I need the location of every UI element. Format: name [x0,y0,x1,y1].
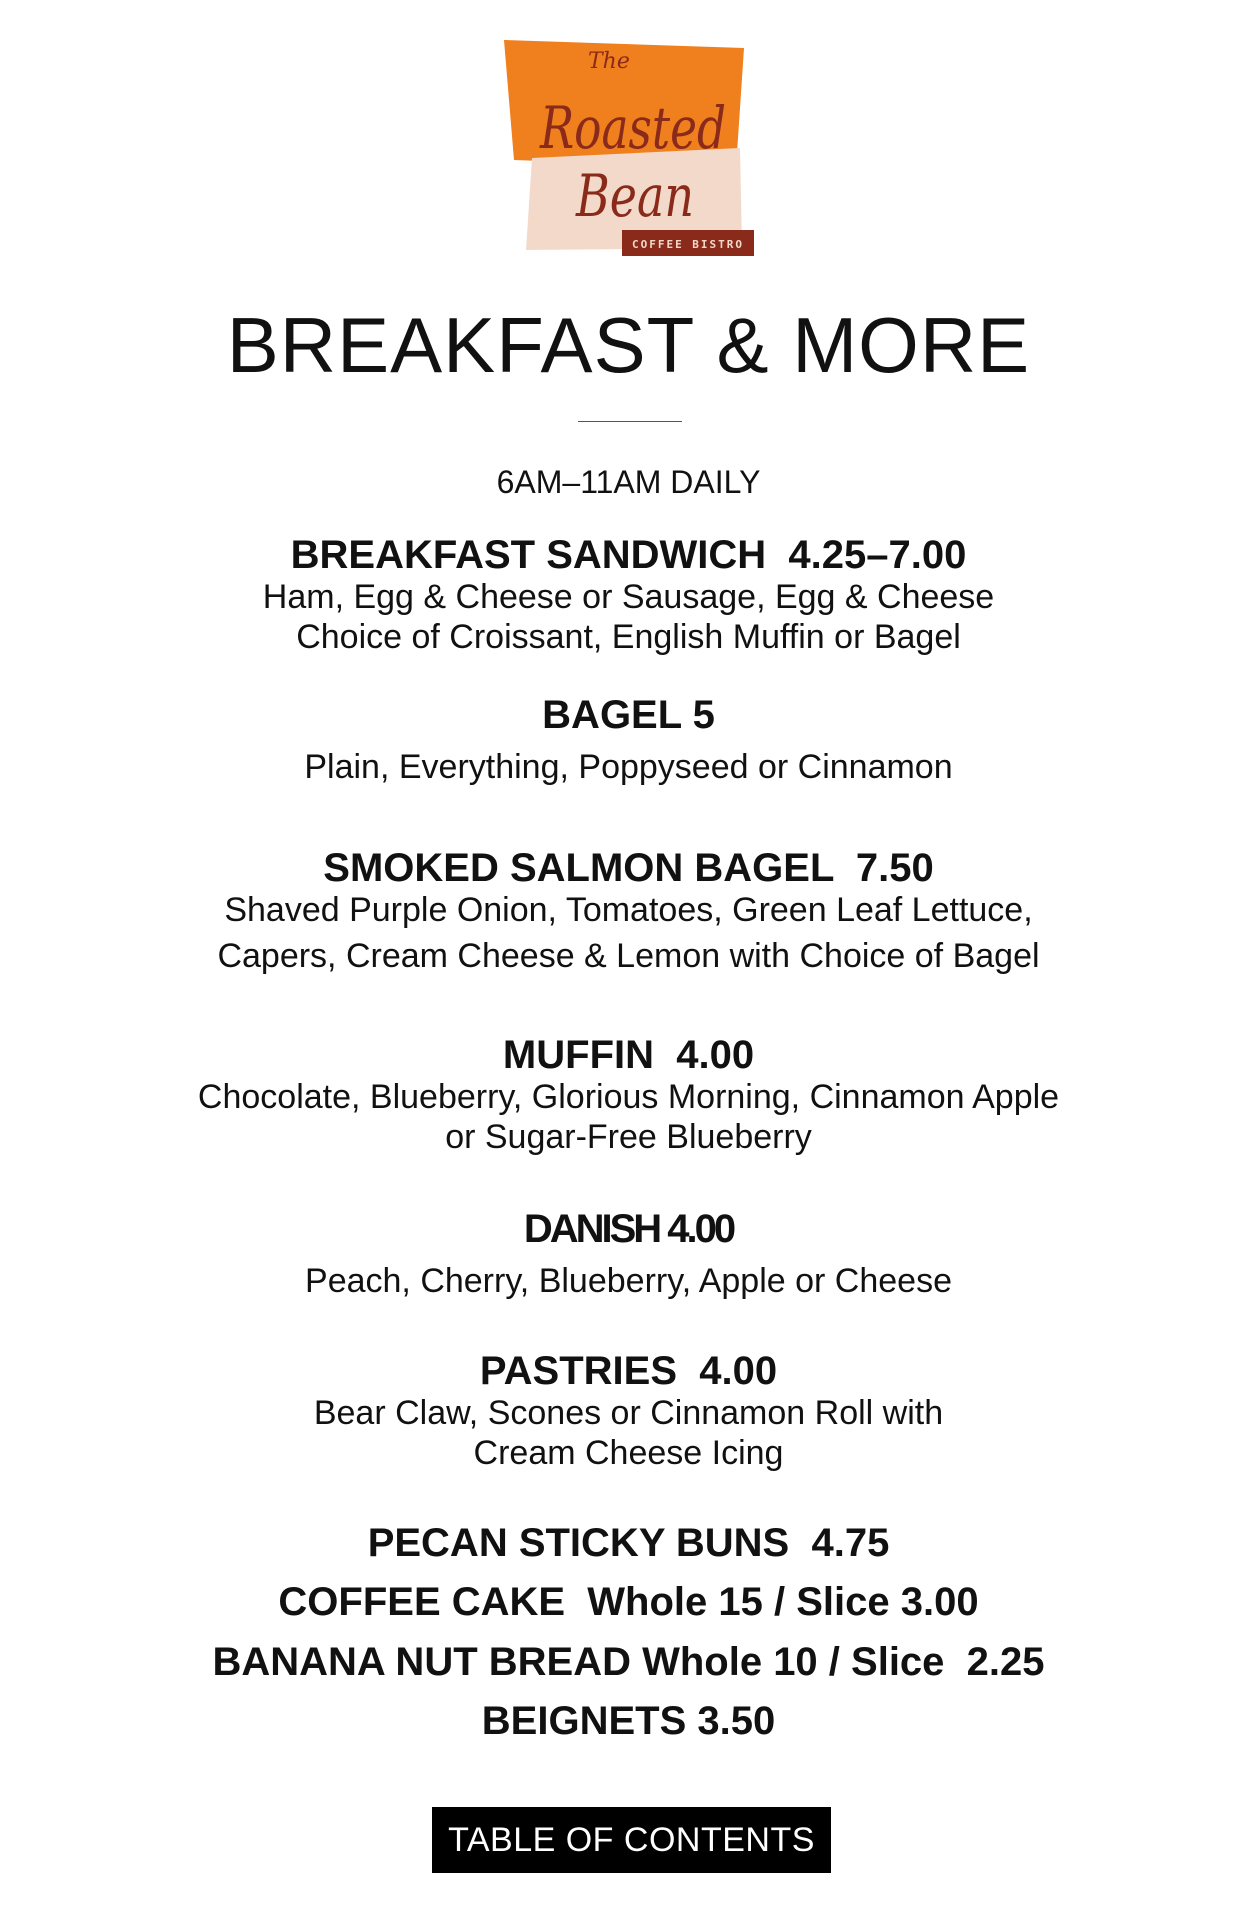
menu-item-pastries [0,1349,1257,1473]
item-name: BREAKFAST SANDWICH 4.25–7.00 [290,533,967,577]
item-name: SMOKED SALMON BAGEL 7.50 [323,846,934,890]
menu-item-beignets: BEIGNETS 3.50 [481,1699,776,1743]
menu-item-coffee-cake: COFFEE CAKE Whole 15 / Slice 3.00 [278,1580,979,1624]
page-title: BREAKFAST & MORE [226,301,1031,389]
menu-item-bagel [0,693,1257,787]
menu-item-danish [0,1207,1257,1301]
logo-the-text: The [588,49,630,74]
menu-item-muffin [0,1033,1257,1157]
hours-text: 6AM–11AM DAILY [496,464,761,500]
table-of-contents-button[interactable]: TABLE OF CONTENTS [432,1807,831,1873]
item-description: Ham, Egg & Cheese or Sausage, Egg & Cheese [262,578,995,616]
item-description: or Sugar-Free Blueberry [445,1118,812,1156]
item-name: BAGEL 5 [542,693,715,737]
logo-tagline-text: COFFEE BISTRO [631,238,745,251]
item-description: Cream Cheese Icing [473,1434,784,1472]
item-description: Capers, Cream Cheese & Lemon with Choice of Bagel [217,937,1040,975]
item-description: Bear Claw, Scones or Cinnamon Roll with [313,1394,944,1432]
logo-roasted-text: Roasted [539,94,726,162]
menu-item-pecan-sticky-buns: PECAN STICKY BUNS 4.75 [367,1521,890,1565]
menu-item-banana-nut-bread: BANANA NUT BREAD Whole 10 / Slice 2.25 [212,1640,1045,1684]
item-name: DANISH 4.00 [523,1207,734,1251]
roasted-bean-logo [504,40,758,266]
item-description: Choice of Croissant, English Muffin or Bagel [296,618,961,656]
menu-item-breakfast-sandwich [0,533,1257,657]
item-description: Chocolate, Blueberry, Glorious Morning, Cinnamon Apple [197,1078,1060,1116]
title-divider [578,421,682,422]
item-name: MUFFIN 4.00 [502,1033,755,1077]
item-description: Shaved Purple Onion, Tomatoes, Green Leaf Lettuce, [224,891,1033,929]
item-description: Peach, Cherry, Blueberry, Apple or Cheese [305,1262,952,1300]
item-description: Plain, Everything, Poppyseed or Cinnamon [304,748,953,786]
logo-bean-text: Bean [575,162,694,230]
item-name: PASTRIES 4.00 [479,1349,778,1393]
menu-item-smoked-salmon-bagel [0,846,1257,976]
